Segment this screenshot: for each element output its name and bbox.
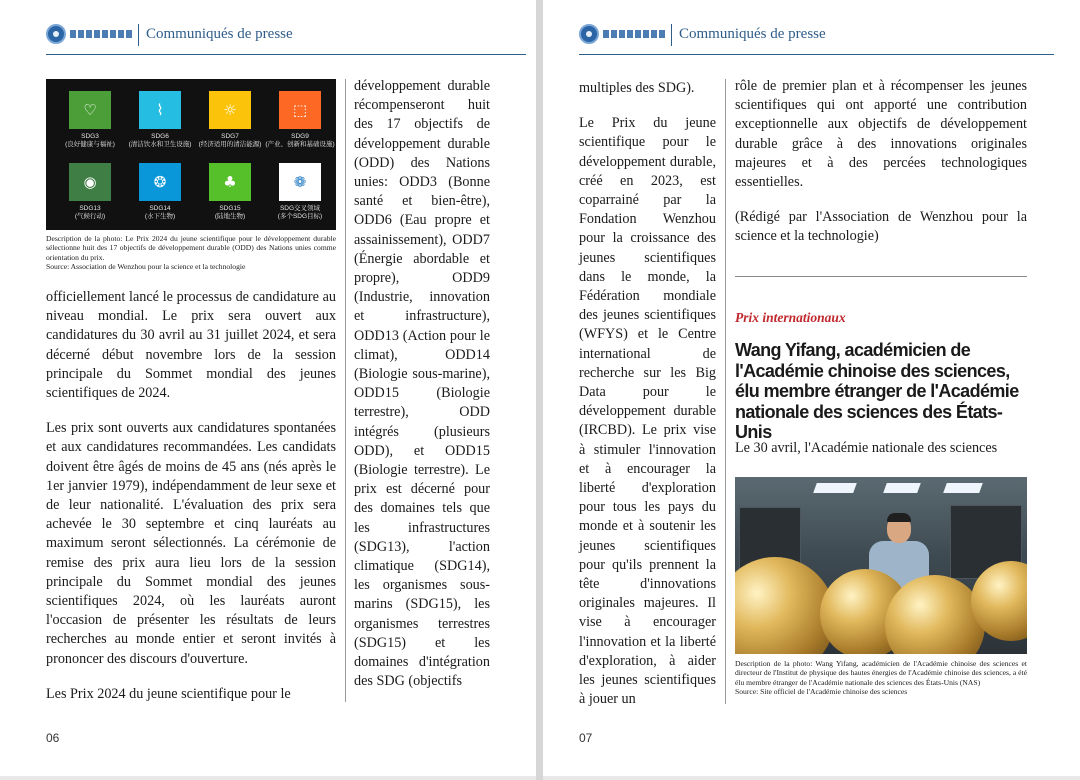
page-header: [46, 20, 526, 55]
sdg-tile: [209, 163, 251, 201]
section-divider: [735, 276, 1027, 277]
body-paragraph: multiples des SDG).: [579, 80, 695, 96]
page-gutter: [536, 0, 543, 780]
sun-icon: ☼: [223, 101, 237, 119]
fish-icon: ❂: [153, 173, 167, 191]
ceiling-light: [813, 483, 857, 493]
sdg-goals-photo: [46, 79, 336, 230]
lab-photo-caption: [735, 659, 1027, 697]
right-column-2: [735, 77, 1027, 247]
section-title: Communiqués de presse: [146, 26, 293, 42]
cast-emblem-icon: [579, 24, 599, 44]
ceiling-light: [943, 483, 983, 493]
caption-source: Source: Site officiel de l'Académie chinoise des sciences: [735, 687, 908, 697]
sdg-tile: [139, 163, 181, 201]
cubes-icon: ⬚: [292, 101, 308, 119]
caption-text: Description de la photo: Wang Yifang, académicien de l'Académie chinoise des sciences et directeur de l'Institut de physique des hautes énergies de l'Académie chinoise des sciences, a été élu membre étranger de l'Académie nationale des sciences des États-Unis (NAS): [735, 659, 1027, 687]
sdg-tile-label: SDG13 (气候行动): [74, 205, 106, 220]
left-column-2: [354, 77, 490, 692]
column-divider: [725, 79, 726, 704]
body-paragraph: rôle de premier plan et à récompenser les jeunes scientifiques qui ont apporté une contribution exceptionnelle aux objectifs de développement durable grâce à des innovations originales majeures et à des percées technologiques essentielles.: [735, 78, 1027, 191]
section-label: Prix internationaux: [735, 310, 846, 325]
body-paragraph: développement durable récompenseront huit des 17 objectifs de développement durable (ODD) des Nations unies: ODD3 (Bonne santé et bien-être), ODD6 (Eau propre et assainissement), ODD7 (Énergie abordable et propre), ODD9 (Industrie, innovation et infrastructure), ODD13 (Action pour le climat), ODD14 (Biologie sous-marine), ODD15 (Biologie terrestre), ODD intégrés (plusieurs ODD), et ODD15 (Biologie terrestre). Le prix est décerné pour des domaines tels que les infrastructures (SDG13), l'action climatique (SDG14), les organismes sous-marins (SDG15), les organismes terrestres (SDG15) et les domaines d'intégration des SDG (objectifs: [354, 78, 490, 690]
page-header: [579, 20, 1054, 55]
page-number: 06: [46, 731, 60, 745]
sdg-tile-label: SDG3 (良好健康与福祉): [65, 133, 115, 148]
left-column-1: [46, 288, 336, 704]
body-paragraph: Le Prix du jeune scientifique pour le développement durable, créé en 2023, est coparrainé par la Fondation Wenzhou pour la croissance des jeunes scientifiques dans le monde, la Fédération mondiale des jeunes scientifiques (WFYS) et le Centre international de recherche sur les Big Data pour le développement durable (IRCBD). Le prix vise à stimuler l'innovation et à encourager la liberté d'exploration pour tous les pays du monde et à soutenir les jeunes scientifiques pour qu'ils prennent la tête d'innovations originales majeures. Il vise à encourager l'innovation et la liberté d'exploration, à aider les jeunes scientifiques à jouer un: [579, 115, 716, 708]
sdg-wheel-icon: ❁: [293, 173, 307, 191]
sdg-tile: [69, 163, 111, 201]
sdg-tile-label: SDG6 (清洁饮水和卫生设施): [128, 133, 192, 148]
sdg-tile-label: SDG14 (水下生物): [144, 205, 176, 220]
right-column-1: [579, 79, 716, 710]
sdg-tile: [279, 91, 321, 129]
sdg-tile-label: SDG交叉领域 (多个SDG目标): [277, 205, 323, 220]
column-divider: [345, 79, 346, 702]
sdg-tile: [279, 163, 321, 201]
person-hair: [887, 513, 911, 522]
left-page: [0, 0, 536, 776]
body-paragraph: (Rédigé par l'Association de Wenzhou pour la science et la technologie): [735, 209, 1027, 245]
sdg-tile-label: SDG15 (陆地生物): [214, 205, 246, 220]
sdg-tile: [209, 91, 251, 129]
water-drop-icon: ⌇: [156, 101, 164, 119]
cast-logo: [579, 24, 667, 46]
page-number: 07: [579, 731, 593, 745]
sdg-tile: [69, 91, 111, 129]
caption-source: Source: Association de Wenzhou pour la science et la technologie: [46, 262, 246, 272]
article-lead: Le 30 avril, l'Académie nationale des sciences: [735, 440, 998, 456]
cast-logo: [46, 24, 134, 46]
wang-yifang-lab-photo: [735, 477, 1027, 654]
heartbeat-icon: ♡: [83, 101, 97, 119]
header-divider: [138, 24, 139, 46]
caption-text: Description de la photo: Le Prix 2024 du jeune scientifique pour le développement durable sélectionne huit des 17 objectifs de développement durable (ODD) des Nations unies comme orientation du prix.: [46, 234, 336, 262]
article-headline: Wang Yifang, académicien de l'Académie chinoise des sciences, élu membre étranger de l'Académie nationale des sciences des États-Unis: [735, 340, 1019, 442]
ceiling-light: [883, 483, 921, 493]
body-paragraph: Les Prix 2024 du jeune scientifique pour le: [46, 685, 291, 702]
body-paragraph: officiellement lancé le processus de candidature au niveau mondial. Le prix sera ouvert aux candidatures du 30 avril au 31 juillet 2024, et sera décerné début novembre lors de la session principale du Sommet mondial des jeunes scientifiques de 2024.: [46, 289, 336, 402]
sdg-tile-label: SDG7 (经济适用的清洁能源): [198, 133, 262, 148]
header-divider: [671, 24, 672, 46]
body-paragraph: Les prix sont ouverts aux candidatures spontanées et aux candidatures recommandées. Les candidats doivent être âgés de moins de 45 ans (nés après le 1er janvier 1979), indépendamment de leur sexe et de leur nationalité. L'évaluation des prix sera achevée le 30 septembre et cinq lauréats au maximum seront sélectionnés. La cérémonie de remise des prix aura lieu lors de la session principale du Sommet mondial des jeunes scientifiques 2024, où les lauréats auront l'occasion de présenter les résultats de leurs recherches au monde entier et seront invités à prononcer des discours d'ouverture.: [46, 420, 336, 667]
cast-logo-wordmark: [603, 30, 665, 38]
eye-globe-icon: ◉: [83, 173, 97, 191]
sdg-tile-label: SDG9 (产业、创新和基础设施): [265, 133, 335, 148]
cast-emblem-icon: [46, 24, 66, 44]
sdg-photo-caption: [46, 234, 336, 272]
section-title: Communiqués de presse: [679, 26, 826, 42]
sdg-tile: [139, 91, 181, 129]
tree-icon: ♣: [223, 173, 237, 191]
cast-logo-wordmark: [70, 30, 132, 38]
